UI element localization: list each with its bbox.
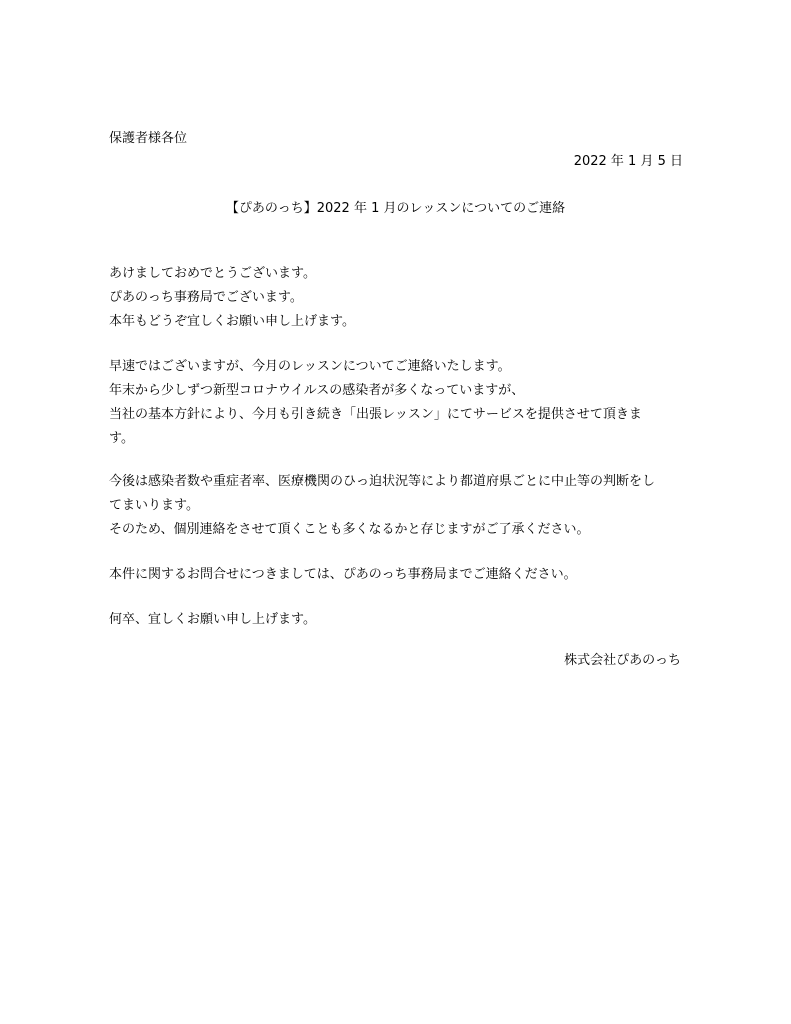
paragraph-greeting (109, 262, 687, 334)
addressee: 保護者様各位 (109, 131, 188, 146)
body-line: てまいります。 (109, 498, 199, 513)
body-line: 当社の基本方針により、今月も引き続き「出張レッスン」にてサービスを提供させて頂きま (109, 407, 642, 422)
paragraph-future-policy (109, 470, 687, 542)
body-line: 今後は感染者数や重症者率、医療機関のひっ迫状況等により都道府県ごとに中止等の判断をし (109, 474, 656, 489)
body-line: 何卒、宜しくお願い申し上げます。 (109, 612, 316, 627)
signature: 株式会社ぴあのっち (564, 653, 681, 668)
body-line: す。 (109, 431, 134, 446)
paragraph-closing (109, 608, 687, 632)
body-line: あけましておめでとうございます。 (109, 266, 316, 281)
body-line: 年末から少しずつ新型コロナウイルスの感染者が多くなっていますが、 (109, 383, 525, 398)
body-line: 早速ではございますが、今月のレッスンについてご連絡いたします。 (109, 359, 511, 374)
letter-title: 【ぴあのっち】2022 年 1 月のレッスンについてのご連絡 (225, 201, 566, 216)
paragraph-inquiry (109, 563, 687, 587)
body-line: ぴあのっち事務局でございます。 (109, 290, 303, 305)
body-line: 本年もどうぞ宜しくお願い申し上げます。 (109, 314, 355, 329)
body-line: 本件に関するお問合せにつきましては、ぴあのっち事務局までご連絡ください。 (109, 567, 577, 582)
body-line: そのため、個別連絡をさせて頂くことも多くなるかと存じますがご了承ください。 (109, 522, 590, 537)
paragraph-lesson-notice (109, 355, 687, 451)
letter-date: 2022 年 1 月 5 日 (573, 154, 683, 169)
